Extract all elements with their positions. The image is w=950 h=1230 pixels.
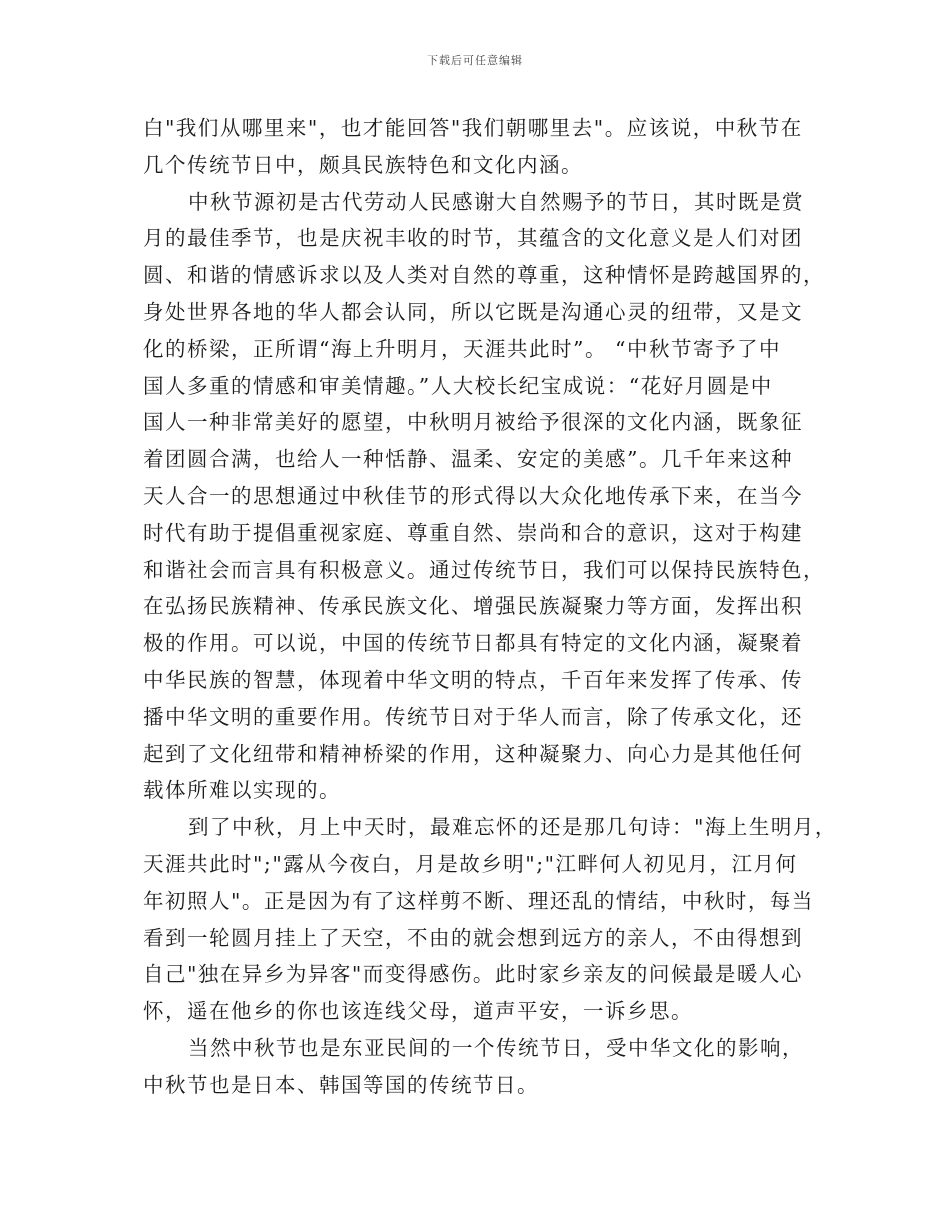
text-line: 月的最佳季节，也是庆祝丰收的时节，其蕴含的文化意义是人们对团 <box>143 226 803 251</box>
page-header: 下载后可任意编辑 <box>427 54 523 67</box>
text-line: 国人多重的情感和审美情趣。”人大校长纪宝成说：“花好月圆是中 <box>143 373 773 398</box>
text-line: 天涯共此时";"露从今夜白，月是故乡明";"江畔何人初见月，江月何 <box>143 851 798 876</box>
text-line: 身处世界各地的华人都会认同，所以它既是沟通心灵的纽带，又是文 <box>143 299 803 324</box>
text-line: 着团圆合满，也给人一种恬静、温柔、安定的美感”。几千年来这种 <box>143 447 793 472</box>
text-line: 中华民族的智慧，体现着中华文明的特点，千百年来发挥了传承、传 <box>143 667 803 692</box>
text-line: 圆、和谐的情感诉求以及人类对自然的尊重，这种情怀是跨越国界的， <box>143 263 825 288</box>
paragraph-start-line: 中秋节源初是古代劳动人民感谢大自然赐予的节日，其时既是赏 <box>188 189 804 214</box>
text-line: 天人合一的思想通过中秋佳节的形式得以大众化地传承下来，在当今 <box>143 483 803 508</box>
text-line: 起到了文化纽带和精神桥梁的作用，这种凝聚力、向心力是其他任何 <box>143 741 803 766</box>
text-line: 几个传统节日中，颇具民族特色和文化内涵。 <box>143 152 583 177</box>
body-text <box>143 110 837 1104</box>
text-line: 自己"独在异乡为异客"而变得感伤。此时家乡亲友的问候最是暖人心 <box>143 962 803 987</box>
text-line: 极的作用。可以说，中国的传统节日都具有特定的文化内涵，凝聚着 <box>143 631 803 656</box>
text-line: 怀，遥在他乡的你也该连线父母，道声平安，一诉乡思。 <box>143 999 693 1024</box>
text-line: 时代有助于提倡重视家庭、尊重自然、崇尚和合的意识，这对于构建 <box>143 520 803 545</box>
text-line: 看到一轮圆月挂上了天空，不由的就会想到远方的亲人，不由得想到 <box>143 925 803 950</box>
text-line: 白"我们从哪里来"，也才能回答"我们朝哪里去"。应该说，中秋节在 <box>143 116 803 140</box>
text-line: 播中华文明的重要作用。传统节日对于华人而言，除了传承文化，还 <box>143 704 803 729</box>
text-line: 化的桥梁，正所谓“海上升明月，天涯共此时”。 “中秋节寄予了中 <box>143 336 781 361</box>
text-line: 中秋节也是日本、韩国等国的传统节日。 <box>143 1072 539 1097</box>
text-line: 国人一种非常美好的愿望，中秋明月被给予很深的文化内涵，既象征 <box>143 410 803 435</box>
paragraph-start-line: 当然中秋节也是东亚民间的一个传统节日，受中华文化的影响， <box>188 1035 804 1060</box>
text-line: 和谐社会而言具有积极意义。通过传统节日，我们可以保持民族特色， <box>143 557 825 582</box>
paragraph-start-line: 到了中秋，月上中天时，最难忘怀的还是那几句诗："海上生明月， <box>188 815 837 840</box>
text-line: 年初照人"。正是因为有了这样剪不断、理还乱的情结，中秋时，每当 <box>143 888 814 913</box>
text-line: 在弘扬民族精神、传承民族文化、增强民族凝聚力等方面，发挥出积 <box>143 594 803 619</box>
text-line: 载体所难以实现的。 <box>143 778 341 803</box>
